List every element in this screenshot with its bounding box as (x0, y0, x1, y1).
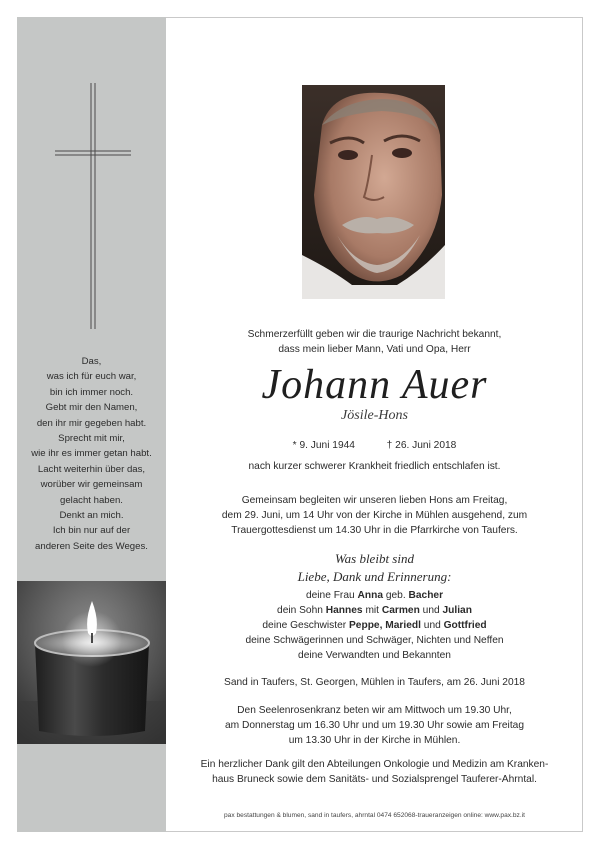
mourner-relatives: deine Verwandten und Bekannten (298, 650, 451, 661)
announcement (166, 327, 583, 357)
rosary-line-2: am Donnerstag um 16.30 Uhr und um 19.30 Uhr sowie am Freitag (225, 720, 524, 731)
portrait-photo (302, 85, 445, 299)
poem-line: bin ich immer noch. (49, 386, 134, 398)
funeral-line-1: Gemeinsam begleiten wir unseren lieben Hons am Freitag, (241, 495, 508, 506)
cross-icon (55, 83, 131, 329)
announcement-line-2: dass mein lieber Mann, Vati und Opa, Herr (278, 344, 471, 355)
deceased-name: Johann Auer (261, 362, 488, 408)
passing-line: nach kurzer schwerer Krankheit friedlich entschlafen ist. (248, 461, 501, 472)
funeral-line-2: dem 29. Juni, um 14 Uhr von der Kirche in Mühlen ausgehend, zum (221, 510, 528, 521)
passing-text (166, 461, 583, 472)
place-date-line: Sand in Taufers, St. Georgen, Mühlen in Taufers, am 26. Juni 2018 (224, 677, 525, 688)
rosary-line-1: Den Seelenrosenkranz beten wir am Mittwoch um 19.30 Uhr, (237, 705, 512, 716)
poem-line: Das, (81, 356, 102, 367)
announcement-line-1: Schmerzerfüllt geben wir die traurige Nachricht bekannt, (247, 329, 502, 340)
rosary-info (166, 703, 583, 748)
deceased-nickname: Jösile-Hons (341, 408, 408, 423)
poem-line: Denkt an mich. (59, 510, 124, 522)
poem-line: den ihr mir gegeben habt. (36, 417, 147, 429)
birth-date: * 9. Juni 1944 (292, 440, 355, 451)
thanks-line-1: Ein herzlicher Dank gilt den Abteilungen Onkologie und Medizin am Kranken- (200, 759, 549, 770)
poem-line: worüber wir gemeinsam (40, 479, 143, 491)
poem-line: Sprecht mit mir, (58, 433, 125, 445)
thanks-line-2: haus Bruneck sowie dem Sanitäts- und Sozialsprengel Tauferer-Ahrntal. (212, 774, 537, 785)
mourner-son: dein Sohn Hannes mit Carmen und Julian (277, 605, 472, 616)
mourner-wife: deine Frau Anna geb. Bacher (305, 590, 444, 601)
sidebar (17, 17, 166, 832)
remembrance-line-2: Liebe, Dank und Erinnerung: (297, 569, 452, 584)
mourner-inlaws: deine Schwägerinnen und Schwäger, Nichten und Neffen (245, 635, 504, 646)
remembrance (166, 550, 583, 586)
death-date: † 26. Juni 2018 (386, 440, 457, 451)
mourners-list (166, 588, 583, 663)
funeral-line-3: Trauergottesdienst um 14.30 Uhr in die Pfarrkirche von Taufers. (231, 525, 518, 536)
place-date (166, 677, 583, 688)
poem-line: anderen Seite des Weges. (35, 540, 148, 552)
poem (17, 354, 166, 554)
candle-image (17, 581, 166, 744)
footer: pax bestattungen & blumen, sand in taufers, ahrntal 0474 652068-traueranzeigen online: www.pax.bz.it (224, 812, 525, 819)
rosary-line-3: um 13.30 Uhr in der Kirche in Mühlen. (288, 735, 461, 746)
poem-line: Gebt mir den Namen, (45, 402, 138, 414)
funeral-info (166, 493, 583, 538)
mourner-siblings: deine Geschwister Peppe, Mariedl und Gottfried (262, 620, 487, 631)
poem-line: gelacht haben. (60, 494, 123, 506)
poem-line: Lacht weiterhin über das, (37, 463, 146, 475)
poem-line: wie ihr es immer getan habt. (31, 448, 152, 460)
thanks (166, 757, 583, 787)
life-dates (166, 440, 583, 451)
remembrance-line-1: Was bleibt sind (335, 551, 414, 566)
poem-line: was ich für euch war, (46, 371, 137, 383)
poem-line: Ich bin nur auf der (52, 525, 131, 537)
